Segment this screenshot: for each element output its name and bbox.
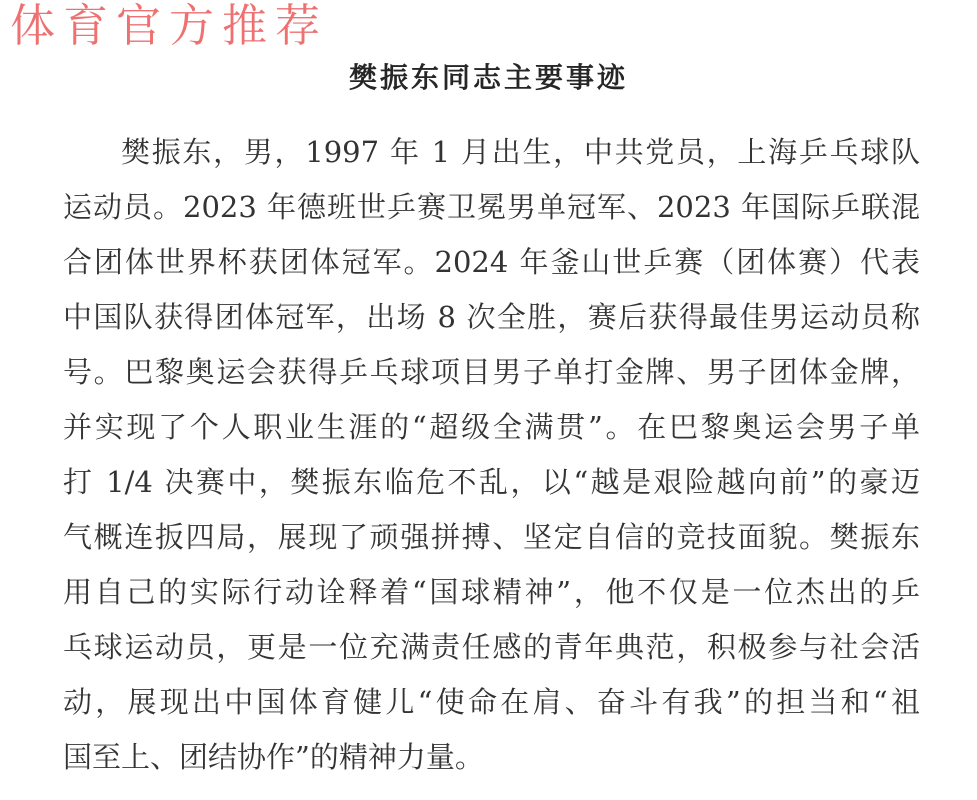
- document-title: 樊振东同志主要事迹: [348, 62, 628, 93]
- paragraph-line: 号。巴黎奥运会获得乒乓球项目男子单打金牌、男子团体金牌，: [63, 355, 920, 389]
- watermark-text: 体育官方推荐: [10, 0, 329, 52]
- paragraph-line: 国至上、团结协作”的精神力量。: [63, 740, 484, 774]
- paragraph-line: 中国队获得团体冠军，出场 8 次全胜，赛后获得最佳男运动员称: [63, 300, 920, 334]
- paragraph-line: 运动员。2023 年德班世乒赛卫冕男单冠军、2023 年国际乒联混: [63, 190, 920, 224]
- paragraph-line: 用自己的实际行动诠释着“国球精神”，他不仅是一位杰出的乒: [63, 575, 920, 609]
- paragraph-line: 樊振东，男，1997 年 1 月出生，中共党员，上海乒乓球队: [121, 135, 920, 169]
- paragraph-line: 打 1/4 决赛中，樊振东临危不乱，以“越是艰险越向前”的豪迈: [63, 465, 920, 499]
- document-body: [63, 125, 920, 785]
- paragraph-line: 并实现了个人职业生涯的“超级全满贯”。在巴黎奥运会男子单: [63, 410, 920, 444]
- paragraph-line: 气概连扳四局，展现了顽强拼搏、坚定自信的竞技面貌。樊振东: [63, 520, 920, 554]
- paragraph-line: 动，展现出中国体育健儿“使命在肩、奋斗有我”的担当和“祖: [63, 685, 920, 719]
- paragraph-line: 合团体世界杯获团体冠军。2024 年釜山世乒赛（团体赛）代表: [63, 245, 920, 279]
- paragraph-line: 乓球运动员，更是一位充满责任感的青年典范，积极参与社会活: [63, 630, 920, 664]
